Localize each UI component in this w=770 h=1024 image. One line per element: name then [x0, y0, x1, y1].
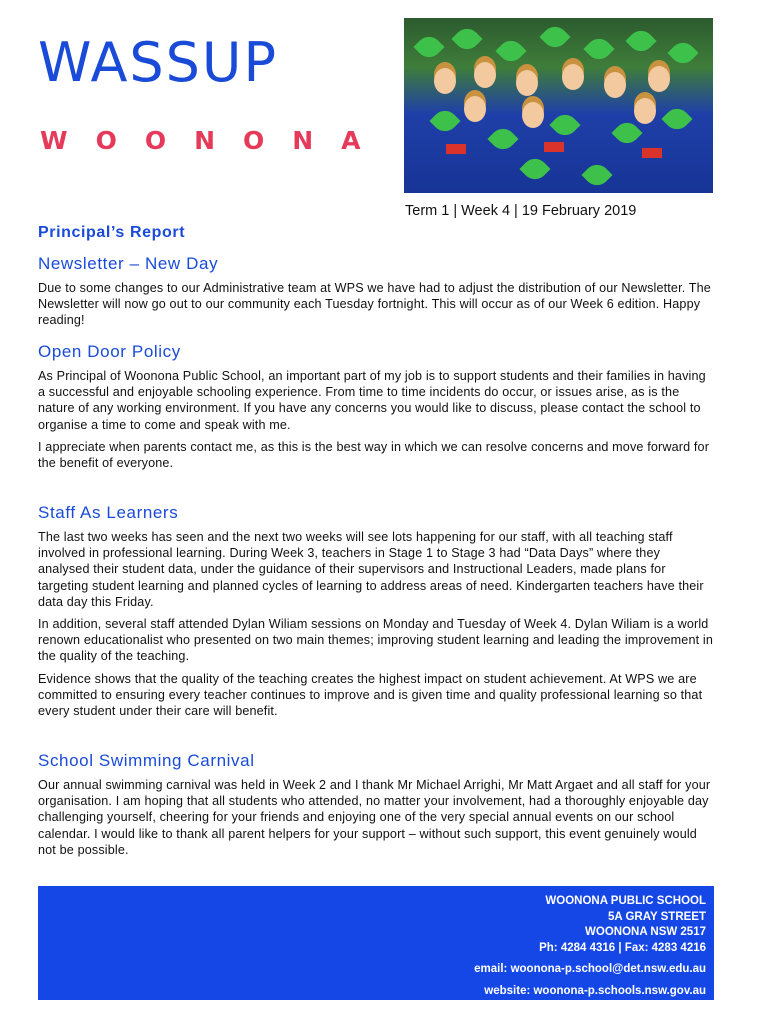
paragraph: As Principal of Woonona Public School, an important part of my job is to support students and their families in having a successful and enjoyable schooling experience. From time to time incidents do occur, or issues arise, as is the nature of any working environment. If you have any concerns you would like to discuss, please contact the school to organise a time to come and speak with me. [38, 369, 706, 432]
school-contact-footer [38, 886, 714, 1000]
paragraph: Evidence shows that the quality of the teaching creates the highest impact on student achievement. At WPS we are committed to ensuring every teacher continues to improve and is given time and quality professional learning so that every student under their care will benefit. [38, 671, 703, 719]
website-link[interactable]: website: woonona-p.schools.nsw.gov.au [484, 984, 706, 997]
section-title: School Swimming Carnival [38, 751, 255, 770]
street-address: 5A GRAY STREET [608, 910, 706, 923]
paragraph: The last two weeks has seen and the next two weeks will see lots happening for our staff, with all teaching staff involved in professional learning. During Week 3, teachers in Stage 1 to Stage 3 had “Data Days” where they analysed their student data, under the guidance of their supervisors and Instructional Leaders, made plans for targeting student learning and planned cycles of learning to address areas of need. Kindergarten teachers have their data day this Friday. [38, 530, 704, 609]
paragraph: Our annual swimming carnival was held in Week 2 and I thank Mr Michael Arrighi, Mr Matt Argaet and all staff for your organisation. I am hoping that all students who attended, no matter your involvement, had a thoroughly enjoyable day challenging yourself, cheering for your friends and enjoying one of the very special annual events on our school calendar. I would like to thank all parent helpers for your support – without such support, this event genuinely would not be possible. [38, 778, 711, 857]
masthead-title: WASSUP [38, 31, 279, 94]
issue-date-line: Term 1 | Week 4 | 19 February 2019 [405, 203, 637, 219]
suburb-address: WOONONA NSW 2517 [585, 926, 706, 938]
section-swimming-carnival [38, 751, 714, 864]
section-staff-as-learners [38, 503, 714, 725]
section-newsletter [38, 254, 714, 335]
class-photo [404, 18, 713, 193]
email-link[interactable]: email: woonona-p.school@det.nsw.edu.au [474, 963, 706, 975]
paragraph: In addition, several staff attended Dylan Wiliam sessions on Monday and Tuesday of Week 4. Dylan Wiliam is a world renown educationalist who presented on two main themes; improving student learning and leading the improvement in the quality of the teaching. [38, 617, 714, 664]
phone-fax: Ph: 4284 4316 | Fax: 4283 4216 [539, 941, 706, 954]
section-open-door-policy [38, 342, 714, 477]
report-heading: Principal’s Report [38, 224, 186, 241]
section-title: Open Door Policy [38, 342, 181, 361]
school-name: WOONONA PUBLIC SCHOOL [545, 895, 706, 907]
masthead-subtitle: WOONONA [40, 126, 389, 155]
paragraph: I appreciate when parents contact me, as this is the best way in which we can resolve concerns and move forward for the benefit of everyone. [38, 439, 710, 471]
section-title: Staff As Learners [38, 503, 179, 522]
paragraph: Due to some changes to our Administrative team at WPS we have had to adjust the distribution of our Newsletter. The Newsletter will now go out to our community each Tuesday fortnight. This will occur as of our Week 6 edition. Happy reading! [38, 281, 711, 328]
section-title: Newsletter – New Day [38, 254, 219, 273]
